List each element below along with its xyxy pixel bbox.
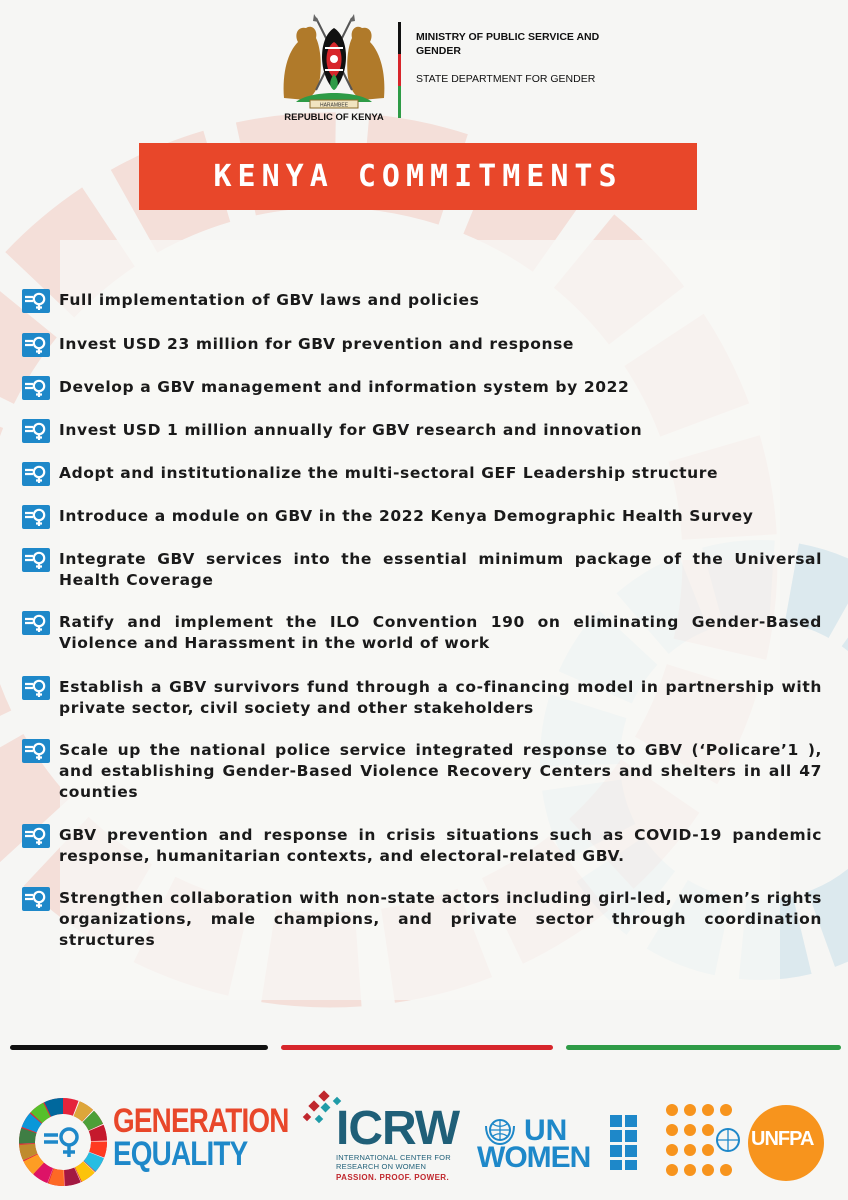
generation-equality-icon	[22, 419, 50, 443]
kenya-coat-of-arms-icon	[276, 12, 392, 112]
commitment-text: Integrate GBV services into the essential minimum package of the Universal Health Coverage	[59, 550, 822, 589]
icrw-subtitle: INTERNATIONAL CENTER FOR RESEARCH ON WOMEN	[336, 1153, 451, 1171]
department-name: STATE DEPARTMENT FOR GENDER	[416, 73, 596, 85]
generation-equality-icon	[22, 462, 50, 486]
list-item	[22, 677, 822, 740]
commitment-text: Ratify and implement the ILO Convention 190 on eliminating Gender-Based Violence and Harassment in the world of work	[59, 613, 822, 652]
commitment-text: Scale up the national police service integrated response to GBV (‘Policare’1 ), and establishing Gender-Based Violence Recovery Centers and shelters in all 47 counties	[59, 741, 822, 801]
equality-label: EQUALITY	[113, 1135, 248, 1173]
svg-text:HARAMBEE: HARAMBEE	[319, 102, 349, 109]
title-banner	[139, 143, 697, 210]
list-item	[22, 825, 822, 888]
unfpa-wordmark: UNFPA	[751, 1128, 814, 1150]
list-item	[22, 420, 822, 463]
commitment-text: Full implementation of GBV laws and policies	[59, 291, 480, 309]
black-divider	[10, 1045, 268, 1050]
icrw-tagline: PASSION. PROOF. POWER.	[336, 1173, 450, 1182]
list-item	[22, 506, 822, 549]
un-label: UN	[524, 1114, 568, 1147]
generation-equality-icon	[22, 676, 50, 700]
generation-label: GENERATION	[113, 1102, 289, 1140]
generation-equality-icon	[22, 289, 50, 313]
commitment-text: Develop a GBV management and information system by 2022	[59, 378, 630, 396]
red-divider	[281, 1045, 553, 1050]
generation-equality-icon	[22, 548, 50, 572]
commitment-text: Adopt and institutionalize the multi-sectoral GEF Leadership structure	[59, 464, 719, 482]
unfpa-dots-icon	[664, 1102, 744, 1186]
commitments-list	[22, 290, 822, 958]
commitment-text: GBV prevention and response in crisis situations such as COVID-19 pandemic response, humanitarian contexts, and electoral-related GBV.	[59, 826, 822, 865]
generation-equality-icon	[22, 376, 50, 400]
women-label: WOMEN	[477, 1141, 591, 1174]
commitment-text: Invest USD 23 million for GBV prevention and response	[59, 335, 575, 353]
list-item	[22, 290, 822, 334]
generation-equality-icon	[22, 824, 50, 848]
un-women-grid-icon	[610, 1115, 638, 1171]
coat-of-arms	[276, 12, 392, 130]
commitment-text: Establish a GBV survivors fund through a co-financing model in partnership with private sector, civil society and other stakeholders	[59, 678, 822, 717]
green-divider	[566, 1045, 841, 1050]
list-item	[22, 888, 822, 958]
commitment-text: Invest USD 1 million annually for GBV research and innovation	[59, 421, 643, 439]
generation-equality-logo	[18, 1097, 108, 1187]
commitment-text: Introduce a module on GBV in the 2022 Kenya Demographic Health Survey	[59, 507, 754, 525]
list-item	[22, 549, 822, 612]
generation-equality-icon	[22, 505, 50, 529]
list-item	[22, 377, 822, 420]
ministry-name: MINISTRY OF PUBLIC SERVICE AND GENDER	[416, 31, 600, 57]
generation-equality-icon	[22, 611, 50, 635]
icrw-wordmark: ICRW	[336, 1102, 460, 1155]
generation-equality-icon	[22, 887, 50, 911]
list-item	[22, 740, 822, 825]
list-item	[22, 612, 822, 677]
coat-caption: REPUBLIC OF KENYA	[284, 112, 384, 123]
generation-equality-icon	[22, 739, 50, 763]
page-title: KENYA COMMITMENTS	[213, 159, 623, 194]
list-item	[22, 463, 822, 506]
commitment-text: Strengthen collaboration with non-state actors including girl-led, women’s rights organizations, male champions, and private sector through coordination structures	[59, 889, 822, 949]
generation-equality-icon	[22, 333, 50, 357]
list-item	[22, 334, 822, 377]
generation-equality-wordmark	[113, 1102, 289, 1173]
kenya-flag-bar	[398, 22, 401, 118]
